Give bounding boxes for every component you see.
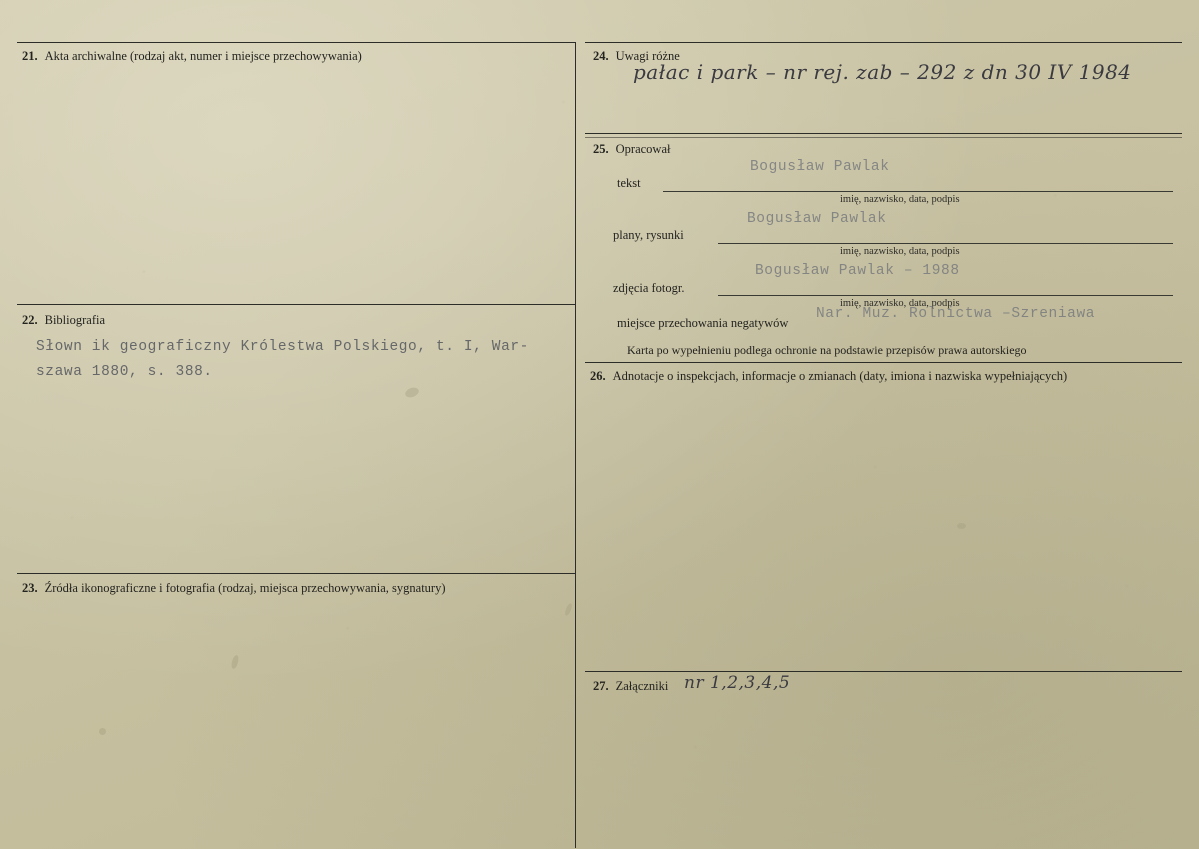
field-26-label: Adnotacje o inspekcjach, informacje o zmianach (daty, imiona i nazwiska wypełniających): [612, 369, 1068, 383]
paper-stain: [957, 523, 966, 529]
field-25-value-negatywy: Nar. Muz. Rolnictwa –Szreniawa: [816, 306, 1096, 322]
divider-field-21-top: [17, 42, 575, 43]
field-24-handwritten-note: pałac i park – nr rej. zab – 292 z dn 30 IV 1984: [633, 60, 1132, 84]
field-21-number: 21.: [22, 49, 38, 63]
divider-field-25-top: [585, 133, 1182, 134]
field-25-caption-zdjecia: imię, nazwisko, data, podpis: [840, 298, 960, 309]
divider-field-27-top: [585, 671, 1182, 672]
paper-stain: [564, 603, 574, 617]
field-25-caption-tekst: imię, nazwisko, data, podpis: [840, 194, 960, 205]
field-25-rule-zdjecia: [718, 295, 1173, 296]
field-23-header: [22, 581, 446, 596]
field-24-number: 24.: [593, 49, 609, 63]
divider-field-22-top: [17, 304, 575, 305]
field-25-label: Opracował: [615, 142, 671, 156]
field-25-caption-plany: imię, nazwisko, data, podpis: [840, 246, 960, 257]
field-25-row-label-negatywy: miejsce przechowania negatywów: [617, 316, 789, 330]
field-25-value-tekst: Bogusław Pawlak: [750, 159, 890, 175]
field-26-number: 26.: [590, 369, 606, 383]
field-24-label: Uwagi różne: [615, 49, 680, 63]
field-27-handwritten-value: nr 1,2,3,4,5: [684, 673, 791, 693]
field-25-row-label-zdjecia: zdjęcia fotogr.: [613, 281, 685, 295]
field-22-header: [22, 313, 105, 328]
field-25-rule-tekst: [663, 191, 1173, 192]
field-27-number: 27.: [593, 679, 609, 693]
field-22-value-line-2: szawa 1880, s. 388.: [36, 364, 213, 380]
field-25-rule-plany: [718, 243, 1173, 244]
paper-stain: [404, 386, 420, 399]
paper-stain: [99, 728, 106, 735]
field-25-value-plany: Bogusław Pawlak: [747, 211, 887, 227]
field-25-number: 25.: [593, 142, 609, 156]
field-22-value-line-1: Słown ik geograficzny Królestwa Polskiego, t. I, War-: [36, 339, 529, 355]
field-25-row-label-tekst: tekst: [617, 176, 641, 190]
field-25-value-zdjecia: Bogusław Pawlak – 1988: [755, 263, 960, 279]
field-23-label: Źródła ikonograficzne i fotografia (rodzaj, miejsca przechowywania, sygnatury): [44, 581, 446, 595]
divider-field-24-top: [585, 42, 1182, 43]
field-23-number: 23.: [22, 581, 38, 595]
field-27-header: [593, 679, 668, 694]
divider-field-25-inner: [585, 137, 1182, 138]
divider-field-23-top: [17, 573, 575, 574]
field-22-label: Bibliografia: [44, 313, 106, 327]
field-26-header: [590, 369, 1067, 384]
field-27-label: Załączniki: [615, 679, 669, 693]
divider-field-26-top: [585, 362, 1182, 363]
paper-stain: [230, 654, 239, 669]
field-21-header: [22, 49, 362, 64]
divider-center-vertical: [575, 42, 576, 848]
field-21-label: Akta archiwalne (rodzaj akt, numer i miejsce przechowywania): [44, 49, 362, 63]
field-25-header: [593, 142, 670, 157]
field-25-row-label-plany: plany, rysunki: [613, 228, 684, 242]
field-22-number: 22.: [22, 313, 38, 327]
field-25-footer-note: Karta po wypełnieniu podlega ochronie na podstawie przepisów prawa autorskiego: [627, 343, 1027, 357]
